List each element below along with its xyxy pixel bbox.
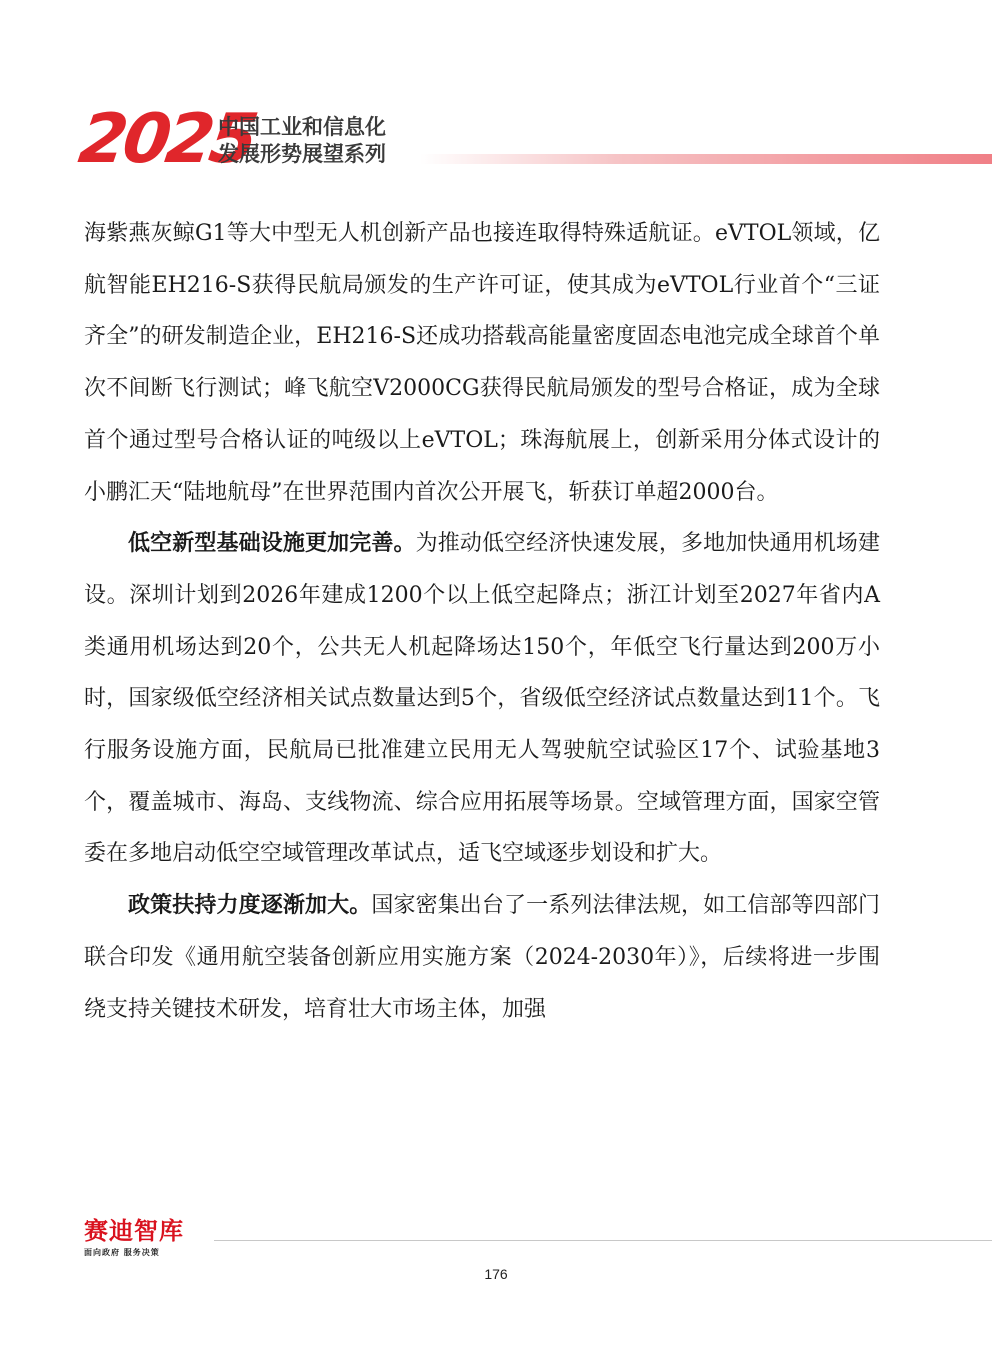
series-title-line2: 发展形势展望系列	[218, 142, 386, 166]
body-text	[84, 208, 880, 1035]
page-number: 176	[484, 1266, 508, 1282]
paragraph-1-text: 海紫燕灰鲸G1等大中型无人机创新产品也接连取得特殊适航证。eVTOL领域，亿航智能EH216-S获得民航局颁发的生产许可证，使其成为eVTOL行业首个“三证齐全”的研发制造企业，EH216-S还成功搭载高能量密度固态电池完成全球首个单次不间断飞行测试；峰飞航空V2000CG获得民航局颁发的型号合格证，成为全球首个通过型号合格认证的吨级以上eVTOL；珠海航展上，创新采用分体式设计的小鹏汇天“陆地航母”在世界范围内首次公开展飞，斩获订单超2000台。	[84, 221, 880, 505]
page-header	[0, 0, 992, 180]
footer-tagline: 面向政府 服务决策	[84, 1248, 160, 1257]
paragraph-1	[84, 208, 880, 518]
paragraph-3	[84, 880, 880, 1035]
series-title	[218, 114, 386, 168]
paragraph-2-heading: 低空新型基础设施更加完善。	[128, 530, 416, 557]
paragraph-2	[84, 518, 880, 880]
paragraph-3-text: 国家密集出台了一系列法律法规，如工信部等四部门联合印发《通用航空装备创新应用实施方案（2024-2030年）》，后续将进一步围绕支持关键技术研发，培育壮大市场主体，加强	[84, 893, 880, 1022]
footer-divider	[214, 1240, 992, 1241]
series-title-line1: 中国工业和信息化	[218, 115, 386, 139]
header-gradient-bar	[420, 154, 992, 164]
footer-brand-logo: 赛迪智库	[84, 1217, 184, 1245]
series-year-logo: 2025	[74, 100, 259, 179]
paragraph-3-heading: 政策扶持力度逐渐加大。	[128, 892, 372, 919]
paragraph-2-text: 为推动低空经济快速发展，多地加快通用机场建设。深圳计划到2026年建成1200个以上低空起降点；浙江计划至2027年省内A类通用机场达到20个，公共无人机起降场达150个，年低空飞行量达到200万小时，国家级低空经济相关试点数量达到5个，省级低空经济试点数量达到11个。飞行服务设施方面，民航局已批准建立民用无人驾驶航空试验区17个、试验基地3个，覆盖城市、海岛、支线物流、综合应用拓展等场景。空域管理方面，国家空管委在多地启动低空空域管理改革试点，适飞空域逐步划设和扩大。	[84, 531, 880, 867]
